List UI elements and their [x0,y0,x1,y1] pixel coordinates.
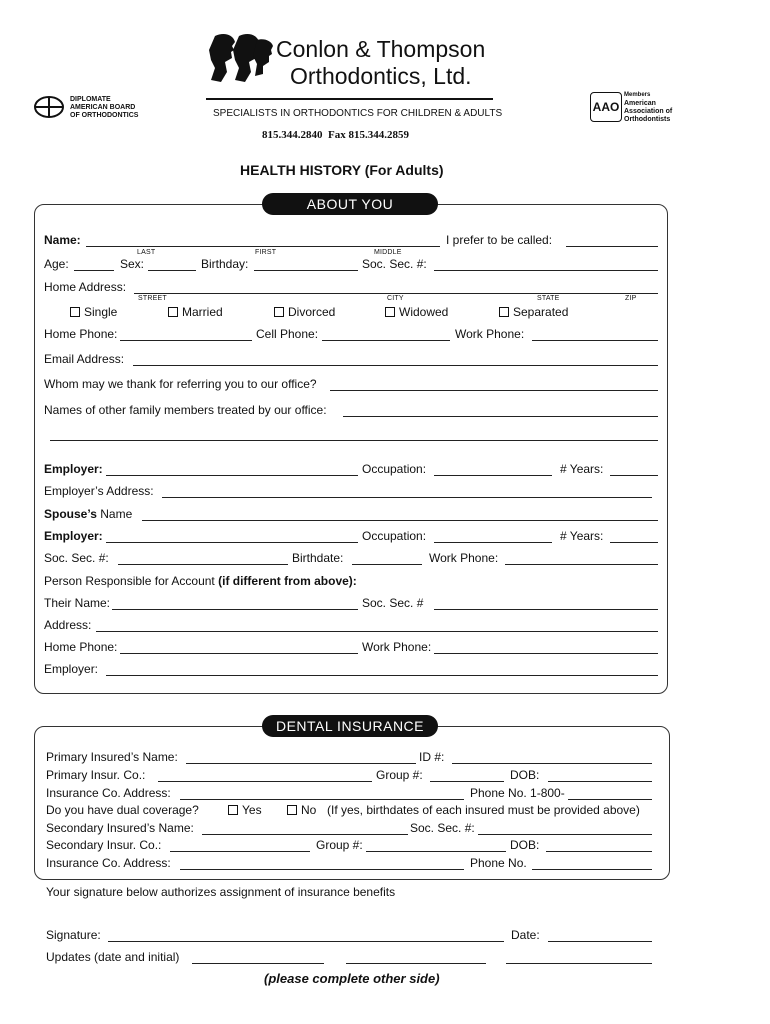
updates-field-3[interactable] [506,963,652,964]
diplomate-line3: OF ORTHODONTICS [70,112,139,119]
secondary-soc-label: Soc. Sec. #: [410,821,475,835]
tagline: SPECIALISTS IN ORTHODONTICS FOR CHILDREN & ADULTS [213,108,503,119]
checkbox-icon[interactable] [274,307,284,317]
occupation2-label: Occupation: [362,529,427,543]
dob2-label: DOB: [510,838,540,852]
family-field-2[interactable] [50,440,658,441]
name-field[interactable] [86,246,440,247]
phone-fax [262,129,409,141]
age-label: Age: [44,257,69,271]
occupation2-field[interactable] [434,542,552,543]
dual-label: Do you have dual coverage? [46,803,199,817]
home-phone-field[interactable] [120,340,252,341]
co-address-field[interactable] [180,799,464,800]
years-label: # Years: [560,462,604,476]
work-phone3-label: Work Phone: [362,640,432,654]
status-single-label: Single [84,305,118,319]
updates-field-1[interactable] [192,963,324,964]
dual-no[interactable] [287,803,316,817]
home-address-label: Home Address: [44,280,127,294]
birthdate-label: Birthdate: [292,551,344,565]
practice-name-line2: Orthodontics, Ltd. [290,63,472,89]
work-phone3-field[interactable] [434,653,658,654]
diplomate-emblem-icon [30,95,68,119]
header-rule [206,98,493,100]
co-address-label: Insurance Co. Address: [46,786,171,800]
dual-no-label: No [301,803,317,817]
primary-name-field[interactable] [186,763,416,764]
prefer-label: I prefer to be called: [446,233,553,247]
their-name-field[interactable] [112,609,358,610]
employer3-label: Employer: [44,662,99,676]
employer-address-label: Employer’s Address: [44,484,154,498]
checkbox-icon[interactable] [287,805,297,815]
last-caption: LAST [137,249,156,256]
primary-name-label: Primary Insured’s Name: [46,750,178,764]
referral-label: Whom may we thank for referring you to our office? [44,377,317,391]
id-field[interactable] [452,763,652,764]
dual-yes[interactable] [228,803,262,817]
signature-label: Signature: [46,928,101,942]
updates-label: Updates (date and initial) [46,950,180,964]
aao-line1: American [624,100,656,107]
employer-address-field[interactable] [162,497,652,498]
phone2-label: Phone No. [470,856,527,870]
dual-note: (If yes, birthdates of each insured must be provided above) [327,803,640,817]
checkbox-icon[interactable] [499,307,509,317]
soc3-field[interactable] [434,609,658,610]
diplomate-line2: AMERICAN BOARD [70,104,136,111]
first-caption: FIRST [255,249,277,256]
soc3-label: Soc. Sec. # [362,596,424,610]
group2-field[interactable] [366,851,506,852]
status-widowed[interactable] [385,305,448,319]
soc-field[interactable] [434,270,658,271]
birthday-field[interactable] [254,270,358,271]
name-label: Name: [44,233,81,247]
work-phone-field[interactable] [532,340,658,341]
soc2-field[interactable] [118,564,288,565]
years2-label: # Years: [560,529,604,543]
email-field[interactable] [133,365,658,366]
group2-label: Group #: [316,838,363,852]
family-label: Names of other family members treated by our office: [44,403,327,417]
dental-insurance-header: DENTAL INSURANCE [262,715,438,737]
form-title: HEALTH HISTORY (For Adults) [240,162,444,178]
work-phone2-field[interactable] [505,564,658,565]
email-label: Email Address: [44,352,125,366]
practice-logo [205,32,275,90]
their-name-label: Their Name: [44,596,111,610]
zip-caption: ZIP [625,295,637,302]
city-caption: CITY [387,295,404,302]
phone-number: 815.344.2840 [262,129,323,141]
soc2-label: Soc. Sec. #: [44,551,109,565]
street-caption: STREET [138,295,167,302]
soc-label: Soc. Sec. #: [362,257,427,271]
status-separated-label: Separated [513,305,569,319]
dob-field[interactable] [548,781,652,782]
spouse-name-row [44,507,132,521]
family-field[interactable] [343,416,658,417]
diplomate-logo [30,95,68,122]
co-address2-field[interactable] [180,869,464,870]
employer-field[interactable] [106,475,358,476]
responsible-label: Person Responsible for Account [44,574,215,588]
responsible-row [44,574,357,588]
employer3-field[interactable] [106,675,658,676]
primary-co-field[interactable] [158,781,372,782]
prefer-field[interactable] [566,246,658,247]
updates-field-2[interactable] [346,963,486,964]
home-phone3-field[interactable] [120,653,358,654]
checkbox-icon[interactable] [168,307,178,317]
status-widowed-label: Widowed [399,305,449,319]
responsible-note: (if different from above): [218,574,357,588]
id-label: ID #: [419,750,445,764]
employer2-label: Employer: [44,529,103,543]
secondary-name-label: Secondary Insured’s Name: [46,821,194,835]
about-you-section [34,204,668,694]
phone2-field[interactable] [532,869,652,870]
diplomate-line1: DIPLOMATE [70,96,111,103]
employer2-field[interactable] [106,542,358,543]
silhouette-logo-icon [205,32,275,90]
referral-field[interactable] [330,390,658,391]
address-label: Address: [44,618,92,632]
primary-co-label: Primary Insur. Co.: [46,768,146,782]
spouse-label: Spouse’s [44,507,97,521]
home-phone-label: Home Phone: [44,327,118,341]
status-divorced-label: Divorced [288,305,336,319]
aao-line2: Association of [624,108,673,115]
group-label: Group #: [376,768,423,782]
checkbox-icon[interactable] [228,805,238,815]
occupation-field[interactable] [434,475,552,476]
birthdate-field[interactable] [352,564,422,565]
middle-caption: MIDDLE [374,249,402,256]
dob-label: DOB: [510,768,540,782]
status-married[interactable] [168,305,223,319]
secondary-soc-field[interactable] [478,834,652,835]
sex-field[interactable] [148,270,196,271]
home-address-field[interactable] [134,293,658,294]
status-divorced[interactable] [274,305,335,319]
home-phone3-label: Home Phone: [44,640,118,654]
state-caption: STATE [537,295,560,302]
aao-members: Members [624,92,651,98]
aao-logo: AAO [590,92,622,122]
dual-yes-label: Yes [242,803,262,817]
age-field[interactable] [74,270,114,271]
employer-label: Employer: [44,462,103,476]
secondary-co-field[interactable] [170,851,310,852]
spouse-name-label: Name [100,507,133,521]
birthday-label: Birthday: [201,257,249,271]
about-you-header: ABOUT YOU [262,193,438,215]
status-single[interactable] [70,305,117,319]
checkbox-icon[interactable] [70,307,80,317]
phone-field[interactable] [568,799,652,800]
secondary-co-label: Secondary Insur. Co.: [46,838,162,852]
phone-label: Phone No. 1-800- [470,786,565,800]
authorization-text: Your signature below authorizes assignment of insurance benefits [46,885,396,899]
occupation-label: Occupation: [362,462,427,476]
cell-phone-field[interactable] [322,340,450,341]
cell-phone-label: Cell Phone: [256,327,319,341]
checkbox-icon[interactable] [385,307,395,317]
years-field[interactable] [610,475,658,476]
secondary-name-field[interactable] [202,834,408,835]
spouse-name-field[interactable] [142,520,658,521]
co-address2-label: Insurance Co. Address: [46,856,171,870]
date-label: Date: [511,928,540,942]
complete-other-side: (please complete other side) [264,971,440,986]
practice-name-line1: Conlon & Thompson [276,36,486,62]
years2-field[interactable] [610,542,658,543]
group-field[interactable] [430,781,504,782]
sex-label: Sex: [120,257,145,271]
work-phone2-label: Work Phone: [429,551,499,565]
address-field[interactable] [96,631,658,632]
work-phone-label: Work Phone: [455,327,525,341]
status-married-label: Married [182,305,223,319]
status-separated[interactable] [499,305,568,319]
dob2-field[interactable] [546,851,652,852]
date-field[interactable] [548,941,652,942]
signature-field[interactable] [108,941,504,942]
aao-line3: Orthodontists [624,116,671,123]
fax-number: Fax 815.344.2859 [328,129,409,141]
